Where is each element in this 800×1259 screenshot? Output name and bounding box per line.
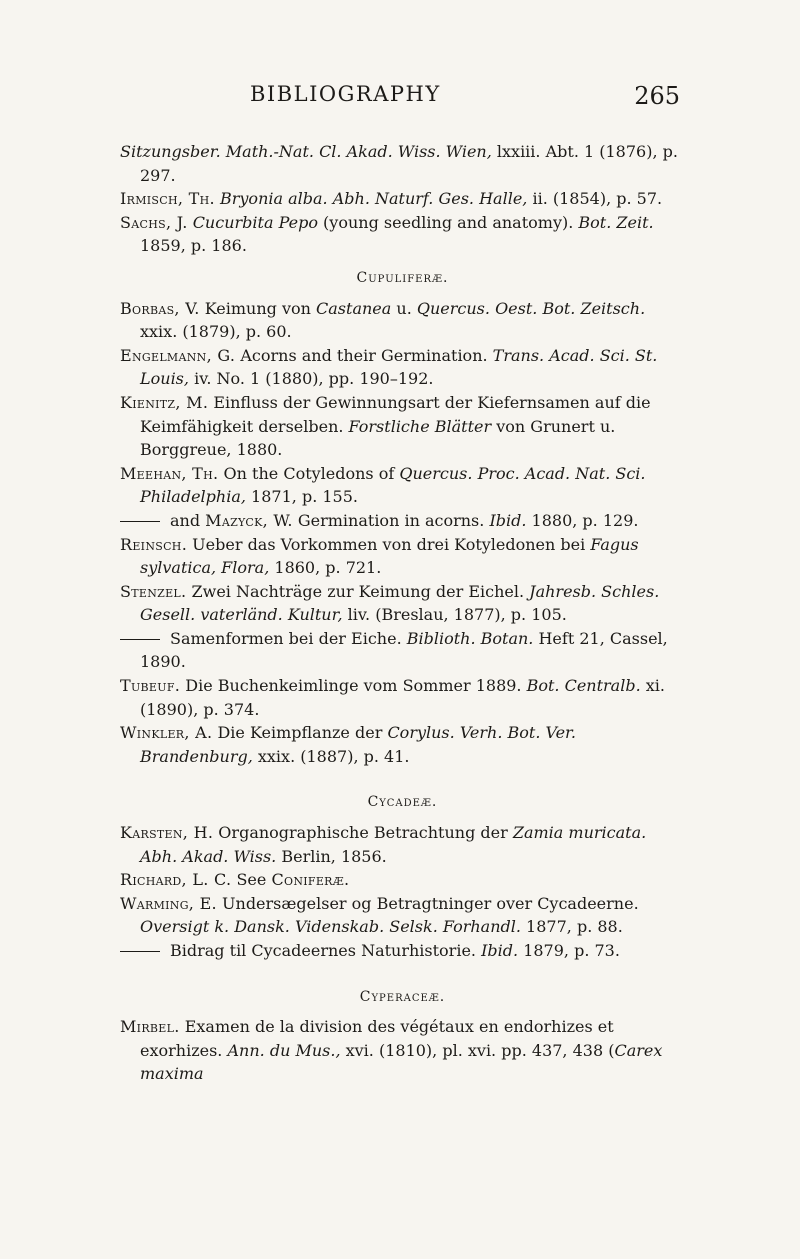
bibliography-entry: Reinsch. Ueber das Vorkommen von drei Kotyledonen bei Fagus sylvatica, Flora, 1860, p. 721. — [120, 534, 639, 578]
author: Irmisch, Th. — [120, 189, 215, 209]
ditto-dash — [120, 521, 160, 522]
bibliography-entry: Mirbel. Examen de la division des végétaux en endorhizes et exorhizes. Ann. du Mus., xvi. (1810), pl. xvi. pp. 437, 438 (Carex maxima — [120, 1017, 663, 1084]
bibliography-entry: Kienitz, M. Einfluss der Gewinnungsart der Kiefernsamen auf die Keimfähigkeit derselben. Forstliche Blätter von Grunert u. Borggreue, 1880. — [120, 392, 651, 460]
author: Winkler, A. — [120, 723, 213, 743]
bibliography-entry: Sitzungsber. Math.-Nat. Cl. Akad. Wiss. Wien, lxxiii. Abt. 1 (1876), p. 297. — [120, 142, 678, 185]
author: Engelmann, G. — [120, 345, 236, 365]
author: Sachs, J. — [120, 212, 188, 232]
section-heading-cycadeae: Cycadeæ. — [367, 794, 438, 811]
bibliography-entry: Irmisch, Th. Bryonia alba. Abh. Naturf. Ges. Halle, ii. (1854), p. 57. — [120, 189, 663, 209]
author: Richard, L. C. — [120, 870, 232, 890]
bibliography-entry: Samenformen bei der Eiche. Biblioth. Botan. Heft 21, Cassel, 1890. — [120, 627, 685, 674]
author: Warming, E. — [120, 893, 217, 913]
author: Tubeuf. — [120, 676, 181, 696]
section-heading-cupuliferae: Cupuliferæ. — [356, 269, 449, 286]
bibliography-entry: Engelmann, G. Acorns and their Germination. Trans. Acad. Sci. St. Louis, iv. No. 1 (1880), pp. 190–192. — [120, 345, 658, 389]
page-number: 265 — [634, 82, 680, 110]
author: Meehan, Th. — [120, 463, 219, 483]
author: Stenzel. — [120, 581, 187, 601]
ditto-dash — [120, 639, 160, 640]
author: Borbas, V. — [120, 298, 200, 318]
bibliography-entry: Meehan, Th. On the Cotyledons of Quercus. Proc. Acad. Nat. Sci. Philadelphia, 1871, p. 155. — [120, 463, 646, 507]
author: Mazyck, W. — [205, 510, 293, 530]
bibliography-entry: Borbas, V. Keimung von Castanea u. Quercus. Oest. Bot. Zeitsch. xxix. (1879), p. 60. — [120, 298, 646, 342]
bibliography-entry: Karsten, H. Organographische Betrachtung der Zamia muricata. Abh. Akad. Wiss. Berlin, 1856. — [120, 823, 647, 866]
bibliography-entry: Bidrag til Cycadeernes Naturhistorie. Ibid. 1879, p. 73. — [120, 939, 685, 963]
bibliography-entry: Richard, L. C. See Coniferæ. — [120, 870, 350, 890]
cross-reference: Coniferæ. — [271, 870, 350, 890]
author: Reinsch. — [120, 534, 188, 554]
ditto-dash — [120, 951, 160, 952]
bibliography-entry: Sachs, J. Cucurbita Pepo (young seedling and anatomy). Bot. Zeit. 1859, p. 186. — [120, 212, 654, 256]
section-heading-cyperaceae: Cyperaceæ. — [359, 988, 446, 1005]
running-title: BIBLIOGRAPHY — [250, 82, 441, 106]
author: Kienitz, M. — [120, 392, 209, 412]
author: Mirbel. — [120, 1017, 180, 1037]
bibliography-entry: Tubeuf. Die Buchenkeimlinge vom Sommer 1889. Bot. Centralb. xi. (1890), p. 374. — [120, 676, 665, 719]
bibliography-entry: and Mazyck, W. Germination in acorns. Ibid. 1880, p. 129. — [120, 509, 685, 533]
bibliography-entry: Warming, E. Undersægelser og Betragtninger over Cycadeerne. Oversigt k. Dansk. Videnskab. Selsk. Forhandl. 1877, p. 88. — [120, 893, 639, 937]
bibliography-entry: Stenzel. Zwei Nachträge zur Keimung der Eichel. Jahresb. Schles. Gesell. vaterländ. Kultur, liv. (Breslau, 1877), p. 105. — [120, 581, 660, 625]
author: Karsten, H. — [120, 823, 214, 843]
bibliography-entry: Winkler, A. Die Keimpflanze der Corylus. Verh. Bot. Ver. Brandenburg, xxix. (1887), p. 41. — [120, 723, 577, 766]
page-header — [120, 82, 680, 118]
bibliography-list — [120, 140, 685, 1086]
